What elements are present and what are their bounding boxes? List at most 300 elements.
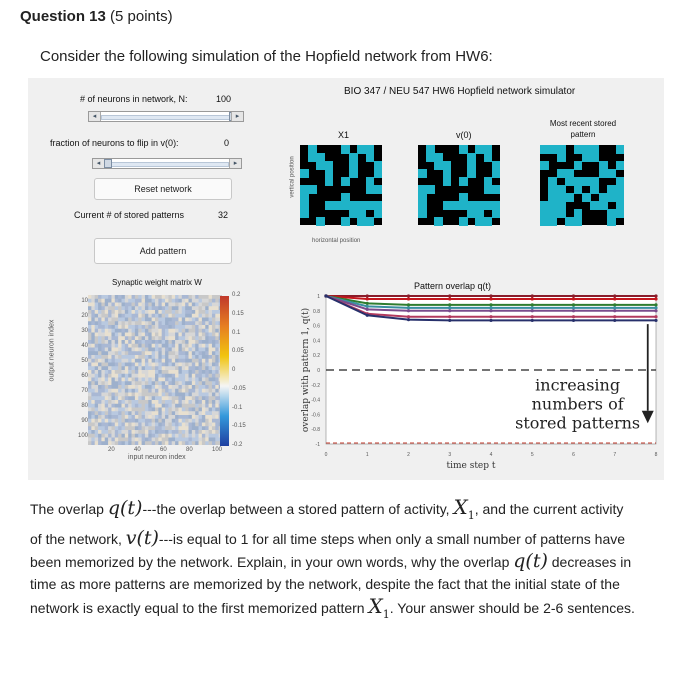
matrix-cell: [145, 363, 149, 367]
matrix-cell: [209, 426, 213, 430]
matrix-cell: [125, 333, 129, 337]
matrix-cell: [95, 389, 99, 393]
matrix-cell: [101, 344, 105, 348]
matrix-cell: [105, 423, 109, 427]
matrix-cell: [152, 415, 156, 419]
matrix-cell: [212, 426, 216, 430]
matrix-cell: [209, 310, 213, 314]
x-tick-label: 6: [572, 452, 575, 458]
matrix-cell: [185, 441, 189, 445]
matrix-cell: [189, 370, 193, 374]
matrix-cell: [199, 389, 203, 393]
reset-network-button[interactable]: Reset network: [94, 178, 232, 200]
matrix-cell: [128, 344, 132, 348]
matrix-cell: [105, 363, 109, 367]
y-tick-label: 0.6: [313, 323, 320, 330]
matrix-cell: [148, 419, 152, 423]
matrix-cell: [189, 415, 193, 419]
matrix-cell: [101, 366, 105, 370]
series-point: [572, 303, 575, 306]
x-tick-label: 2: [407, 452, 410, 458]
matrix-cell: [215, 366, 219, 370]
matrix-cell: [122, 299, 126, 303]
matrix-cell: [212, 374, 216, 378]
matrix-cell: [111, 438, 115, 442]
matrix-cell: [185, 351, 189, 355]
matrix-cell: [212, 340, 216, 344]
matrix-cell: [158, 340, 162, 344]
matrix-cell: [115, 400, 119, 404]
matrix-cell: [212, 359, 216, 363]
matrix-cell: [152, 411, 156, 415]
matrix-cell: [202, 415, 206, 419]
matrix-cell: [111, 295, 115, 299]
matrix-cell: [199, 385, 203, 389]
matrix-cell: [209, 378, 213, 382]
matrix-cell: [111, 333, 115, 337]
matrix-cell: [158, 329, 162, 333]
matrix-cell: [215, 426, 219, 430]
matrix-cell: [105, 404, 109, 408]
matrix-cell: [111, 336, 115, 340]
matrix-cell: [101, 400, 105, 404]
matrix-cell: [162, 318, 166, 322]
matrix-cell: [118, 393, 122, 397]
pattern-cell: [467, 169, 476, 178]
matrix-cell: [212, 404, 216, 408]
matrix-cell: [165, 306, 169, 310]
answer-part: decreases in time as more patterns are memorized by the network, despite the fact that the initial state of the network is exactly equal to the first memorized pattern: [30, 554, 632, 616]
matrix-cell: [162, 434, 166, 438]
matrix-cell: [115, 295, 119, 299]
matrix-cell: [88, 426, 92, 430]
matrix-cell: [212, 318, 216, 322]
matrix-cell: [172, 411, 176, 415]
matrix-cell: [175, 329, 179, 333]
matrix-cell: [195, 359, 199, 363]
matrix-cell: [95, 396, 99, 400]
matrix-cell: [205, 393, 209, 397]
series-point: [407, 294, 410, 297]
matrix-cell: [148, 318, 152, 322]
matrix-cell: [88, 366, 92, 370]
matrix-cell: [122, 325, 126, 329]
matrix-cell: [205, 423, 209, 427]
matrix-cell: [152, 423, 156, 427]
slider-left-arrow-icon[interactable]: ◂: [89, 112, 101, 121]
matrix-cell: [212, 438, 216, 442]
matrix-cell: [91, 404, 95, 408]
matrix-cell: [135, 419, 139, 423]
matrix-cell: [215, 363, 219, 367]
matrix-cell: [125, 321, 129, 325]
matrix-cell: [148, 366, 152, 370]
matrix-cell: [172, 318, 176, 322]
matrix-cell: [195, 325, 199, 329]
matrix-cell: [98, 404, 102, 408]
flip-value: 0: [224, 138, 230, 148]
matrix-cell: [105, 385, 109, 389]
matrix-cell: [215, 314, 219, 318]
matrix-cell: [125, 419, 129, 423]
matrix-cell: [152, 333, 156, 337]
matrix-cell: [138, 434, 142, 438]
matrix-cell: [209, 434, 213, 438]
matrix-cell: [212, 400, 216, 404]
matrix-cell: [162, 426, 166, 430]
matrix-cell: [195, 408, 199, 412]
matrix-cell: [132, 310, 136, 314]
matrix-cell: [199, 434, 203, 438]
matrix-cell: [138, 355, 142, 359]
matrix-cell: [182, 423, 186, 427]
series-point: [531, 303, 534, 306]
matrix-cell: [98, 389, 102, 393]
neurons-label: # of neurons in network, N:: [80, 94, 188, 104]
matrix-cell: [212, 363, 216, 367]
matrix-cell: [88, 295, 92, 299]
pattern-cell: [548, 217, 557, 226]
matrix-cell: [135, 306, 139, 310]
matrix-cell: [148, 374, 152, 378]
matrix-cell: [185, 381, 189, 385]
matrix-cell: [145, 434, 149, 438]
matrix-cell: [118, 400, 122, 404]
matrix-cell: [142, 363, 146, 367]
matrix-cell: [101, 306, 105, 310]
colorbar: [220, 296, 229, 446]
matrix-cell: [118, 348, 122, 352]
matrix-cell: [142, 396, 146, 400]
pattern-cell: [574, 217, 583, 226]
matrix-cell: [138, 295, 142, 299]
add-pattern-button[interactable]: Add pattern: [94, 238, 232, 264]
matrix-cell: [91, 430, 95, 434]
matrix-cell: [212, 329, 216, 333]
matrix-cell: [135, 374, 139, 378]
matrix-cell: [115, 351, 119, 355]
matrix-cell: [101, 299, 105, 303]
matrix-cell: [105, 426, 109, 430]
matrix-cell: [168, 336, 172, 340]
matrix-cell: [209, 393, 213, 397]
matrix-cell: [158, 355, 162, 359]
matrix-cell: [148, 295, 152, 299]
matrix-cell: [105, 344, 109, 348]
matrix-cell: [125, 363, 129, 367]
matrix-cell: [98, 411, 102, 415]
matrix-cell: [202, 359, 206, 363]
matrix-cell: [145, 378, 149, 382]
matrix-cell: [168, 348, 172, 352]
neurons-value: 100: [216, 94, 232, 104]
matrix-cell: [132, 329, 136, 333]
matrix-cell: [125, 306, 129, 310]
stored-patterns-label: Current # of stored patterns: [74, 210, 185, 220]
matrix-cell: [209, 333, 213, 337]
matrix-cell: [205, 329, 209, 333]
matrix-cell: [111, 393, 115, 397]
matrix-cell: [155, 423, 159, 427]
matrix-cell: [108, 340, 112, 344]
matrix-cell: [105, 389, 109, 393]
matrix-cell: [168, 329, 172, 333]
matrix-cell: [212, 430, 216, 434]
matrix-cell: [105, 400, 109, 404]
matrix-cell: [158, 378, 162, 382]
flip-label: fraction of neurons to flip in v(0):: [50, 138, 179, 148]
matrix-cell: [88, 306, 92, 310]
matrix-cell: [192, 306, 196, 310]
matrix-cell: [138, 389, 142, 393]
matrix-cell: [202, 321, 206, 325]
matrix-cell: [128, 393, 132, 397]
matrix-cell: [185, 374, 189, 378]
matrix-cell: [199, 336, 203, 340]
matrix-cell: [189, 411, 193, 415]
matrix-cell: [122, 336, 126, 340]
matrix-cell: [138, 325, 142, 329]
flip-slider[interactable]: [92, 158, 242, 169]
matrix-cell: [142, 411, 146, 415]
matrix-cell: [122, 415, 126, 419]
matrix-cell: [172, 441, 176, 445]
matrix-cell: [91, 400, 95, 404]
y-tick-label: -0.8: [311, 427, 320, 434]
matrix-cell: [142, 359, 146, 363]
matrix-cell: [212, 295, 216, 299]
matrix-cell: [135, 321, 139, 325]
matrix-cell: [172, 359, 176, 363]
matrix-cell: [155, 396, 159, 400]
matrix-cell: [195, 434, 199, 438]
matrix-cell: [111, 344, 115, 348]
matrix-cell: [202, 351, 206, 355]
slider-right-arrow-icon[interactable]: ▸: [231, 112, 243, 121]
matrix-cell: [118, 430, 122, 434]
matrix-cell: [128, 303, 132, 307]
matrix-cell: [189, 385, 193, 389]
matrix-cell: [111, 363, 115, 367]
matrix-cell: [195, 366, 199, 370]
matrix-cell: [178, 419, 182, 423]
matrix-cell: [91, 359, 95, 363]
matrix-cell: [105, 348, 109, 352]
matrix-cell: [178, 366, 182, 370]
matrix-cell: [88, 419, 92, 423]
matrix-cell: [128, 419, 132, 423]
matrix-cell: [175, 366, 179, 370]
matrix-cell: [101, 314, 105, 318]
matrix-cell: [185, 415, 189, 419]
matrix-cell: [182, 333, 186, 337]
matrix-cell: [185, 325, 189, 329]
matrix-cell: [111, 430, 115, 434]
matrix-cell: [162, 348, 166, 352]
matrix-row-tick: 50: [81, 357, 88, 364]
matrix-cell: [209, 370, 213, 374]
matrix-cell: [135, 325, 139, 329]
matrix-cell: [155, 385, 159, 389]
matrix-cell: [101, 434, 105, 438]
matrix-cell: [142, 378, 146, 382]
matrix-cell: [215, 393, 219, 397]
matrix-cell: [152, 434, 156, 438]
matrix-cell: [182, 344, 186, 348]
matrix-cell: [155, 441, 159, 445]
matrix-cell: [122, 381, 126, 385]
matrix-cell: [215, 408, 219, 412]
matrix-row-tick: 90: [81, 417, 88, 424]
matrix-cell: [192, 408, 196, 412]
matrix-cell: [199, 299, 203, 303]
matrix-cell: [215, 441, 219, 445]
matrix-cell: [152, 408, 156, 412]
matrix-cell: [192, 426, 196, 430]
matrix-cell: [158, 344, 162, 348]
matrix-cell: [125, 430, 129, 434]
matrix-cell: [168, 423, 172, 427]
matrix-cell: [165, 333, 169, 337]
matrix-cell: [122, 389, 126, 393]
flip-slider-thumb[interactable]: [104, 159, 112, 168]
matrix-cell: [101, 378, 105, 382]
matrix-cell: [212, 303, 216, 307]
matrix-cell: [178, 389, 182, 393]
matrix-cell: [135, 396, 139, 400]
pattern-cell: [418, 169, 427, 178]
matrix-cell: [88, 430, 92, 434]
matrix-cell: [182, 434, 186, 438]
matrix-cell: [118, 359, 122, 363]
matrix-cell: [215, 344, 219, 348]
matrix-cell: [95, 359, 99, 363]
series-point: [654, 319, 657, 322]
matrix-cell: [95, 363, 99, 367]
matrix-cell: [128, 411, 132, 415]
matrix-cell: [145, 430, 149, 434]
matrix-cell: [155, 344, 159, 348]
matrix-cell: [128, 310, 132, 314]
matrix-cell: [118, 314, 122, 318]
matrix-cell: [145, 355, 149, 359]
matrix-cell: [168, 381, 172, 385]
matrix-cell: [205, 299, 209, 303]
matrix-cell: [199, 303, 203, 307]
matrix-cell: [205, 333, 209, 337]
matrix-cell: [168, 363, 172, 367]
matrix-cell: [185, 333, 189, 337]
matrix-cell: [142, 434, 146, 438]
matrix-cell: [111, 359, 115, 363]
matrix-cell: [152, 419, 156, 423]
matrix-cell: [142, 400, 146, 404]
matrix-cell: [122, 385, 126, 389]
matrix-cell: [135, 299, 139, 303]
answer-part: . Your answer should be 2-6 sentences.: [389, 600, 635, 616]
matrix-cell: [135, 389, 139, 393]
series-point: [489, 294, 492, 297]
matrix-cell: [175, 378, 179, 382]
matrix-cell: [212, 393, 216, 397]
matrix-cell: [182, 318, 186, 322]
matrix-cell: [101, 348, 105, 352]
matrix-cell: [91, 336, 95, 340]
matrix-cell: [199, 366, 203, 370]
matrix-cell: [162, 363, 166, 367]
matrix-cell: [199, 400, 203, 404]
matrix-cell: [209, 299, 213, 303]
matrix-cell: [185, 318, 189, 322]
matrix-cell: [101, 426, 105, 430]
slider-right-arrow-icon[interactable]: ▸: [229, 159, 241, 168]
matrix-cell: [155, 336, 159, 340]
matrix-cell: [138, 426, 142, 430]
x-tick-label: 4: [489, 452, 493, 458]
matrix-cell: [88, 408, 92, 412]
matrix-cell: [168, 374, 172, 378]
matrix-cell: [145, 306, 149, 310]
matrix-cell: [101, 359, 105, 363]
matrix-cell: [189, 400, 193, 404]
series-point: [407, 297, 410, 300]
matrix-cell: [108, 318, 112, 322]
neurons-slider[interactable]: [88, 111, 244, 122]
matrix-cell: [205, 303, 209, 307]
matrix-cell: [125, 396, 129, 400]
matrix-cell: [98, 299, 102, 303]
matrix-cell: [95, 314, 99, 318]
matrix-cell: [101, 385, 105, 389]
matrix-cell: [155, 318, 159, 322]
stored-patterns-value: 32: [218, 210, 229, 220]
matrix-cell: [95, 321, 99, 325]
matrix-cell: [199, 329, 203, 333]
matrix-cell: [162, 430, 166, 434]
matrix-cell: [202, 299, 206, 303]
matrix-cell: [142, 419, 146, 423]
matrix-cell: [145, 340, 149, 344]
series-point: [489, 297, 492, 300]
matrix-cell: [199, 404, 203, 408]
matrix-cell: [182, 441, 186, 445]
matrix-cell: [215, 336, 219, 340]
matrix-cell: [148, 400, 152, 404]
matrix-cell: [155, 408, 159, 412]
matrix-cell: [98, 374, 102, 378]
matrix-cell: [118, 366, 122, 370]
matrix-cell: [98, 396, 102, 400]
matrix-cell: [115, 441, 119, 445]
matrix-cell: [118, 340, 122, 344]
matrix-cell: [155, 374, 159, 378]
matrix-cell: [195, 321, 199, 325]
matrix-cell: [138, 359, 142, 363]
matrix-cell: [88, 359, 92, 363]
series-point: [366, 308, 369, 311]
matrix-cell: [91, 306, 95, 310]
answer-part: The overlap: [30, 501, 104, 517]
matrix-cell: [91, 340, 95, 344]
slider-left-arrow-icon[interactable]: ◂: [93, 159, 105, 168]
matrix-cell: [192, 333, 196, 337]
colorbar-tick: 0.2: [232, 292, 241, 298]
series-point: [448, 309, 451, 312]
matrix-cell: [178, 430, 182, 434]
matrix-cell: [132, 321, 136, 325]
matrix-cell: [135, 310, 139, 314]
matrix-cell: [192, 438, 196, 442]
